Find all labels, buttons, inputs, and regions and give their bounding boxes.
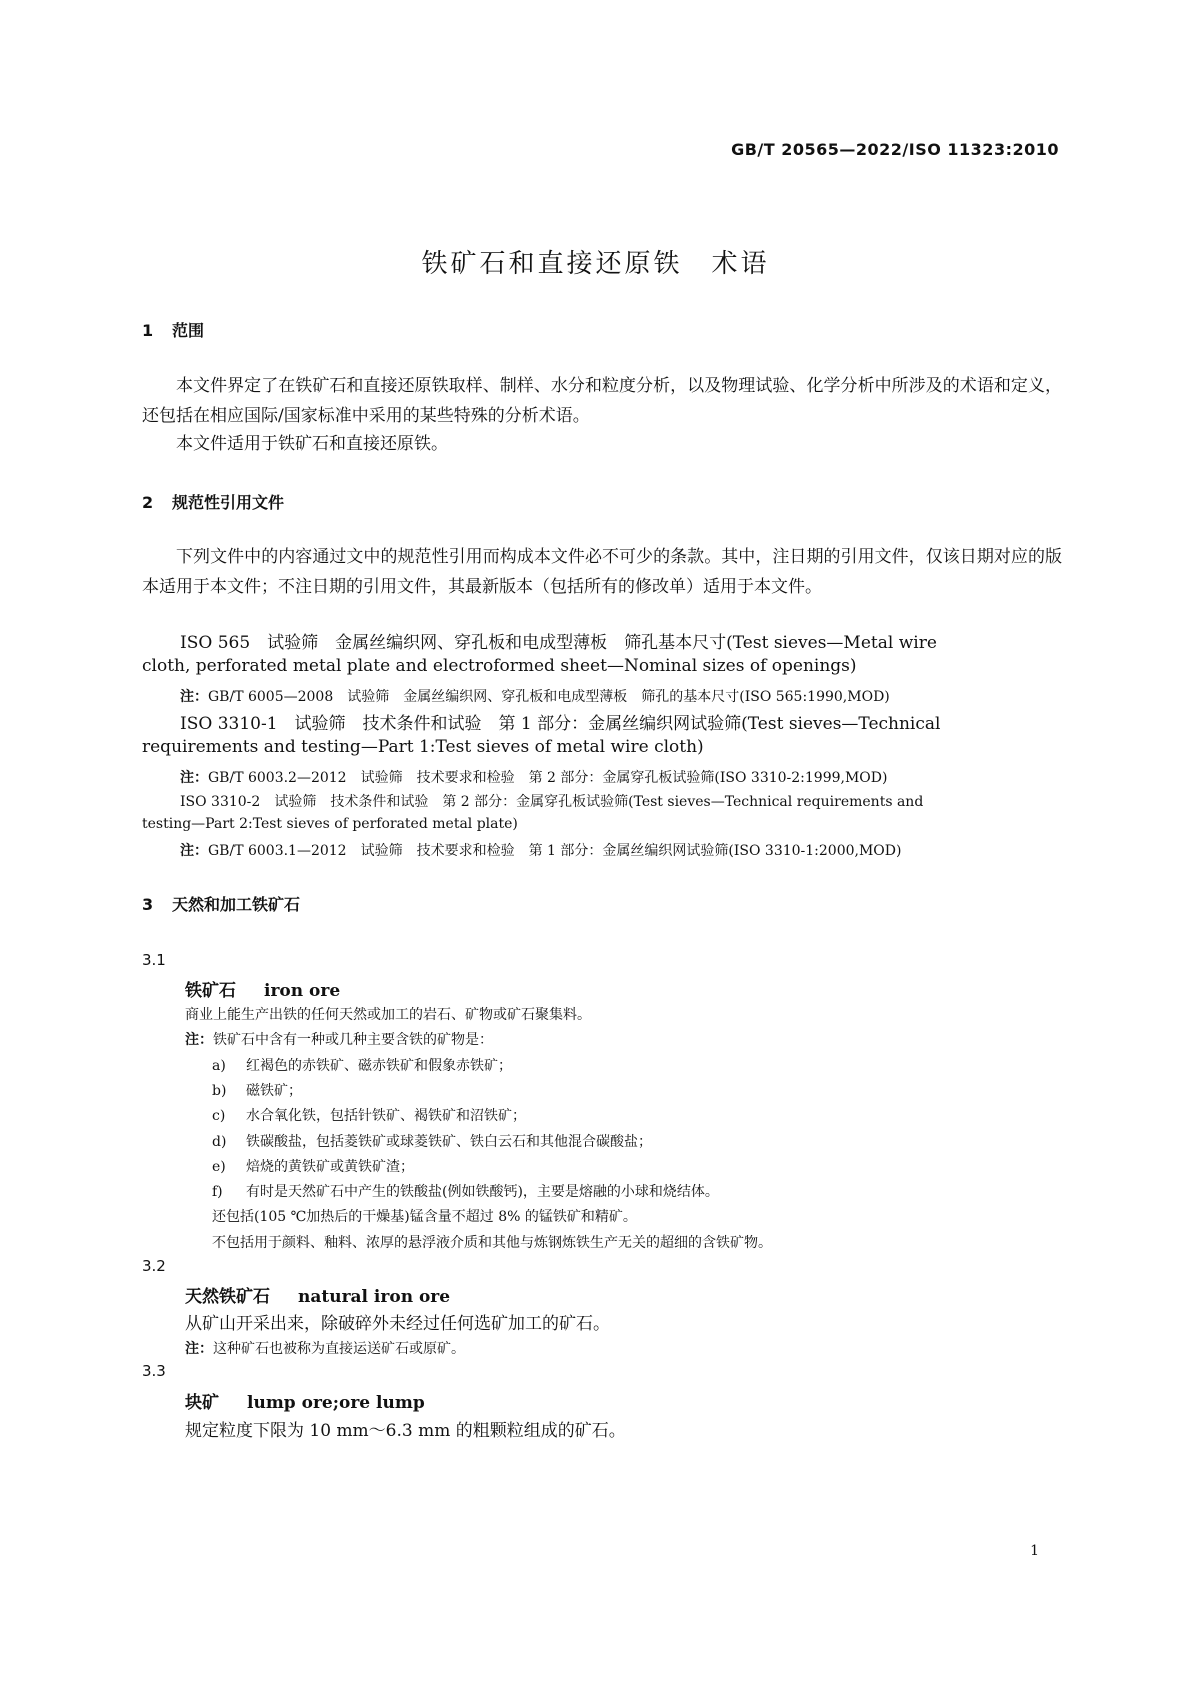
document-code: GB/T 20565—2022/ISO 11323:2010 xyxy=(731,140,1059,159)
term-lump-ore xyxy=(185,1388,425,1413)
scope-paragraph: 本文件界定了在铁矿石和直接还原铁取样、制样、水分和粒度分析，以及物理试验、化学分析中所涉及的术语和定义，还包括在相应国际/国家标准中采用的某些特殊的分析术语。 xyxy=(142,376,1062,426)
list-marker: b) xyxy=(212,1083,227,1099)
list-item xyxy=(212,1156,414,1176)
reference-iso3310-2-line1: ISO 3310-2 试验筛 技术条件和试验 第 2 部分：金属穿孔板试验筛(Test sieves—Technical requirements and xyxy=(180,794,924,810)
list-marker: e) xyxy=(212,1159,226,1175)
note-label: 注： xyxy=(180,689,208,705)
note-label: 注： xyxy=(180,843,208,859)
reference-iso3310-2-line2: testing—Part 2:Test sieves of perforated metal plate) xyxy=(142,816,518,832)
note-text: 铁矿石中含有一种或几种主要含铁的矿物是： xyxy=(213,1032,493,1048)
note-label: 注： xyxy=(185,1032,213,1048)
list-text: 铁碳酸盐，包括菱铁矿或球菱铁矿、铁白云石和其他混合碳酸盐； xyxy=(246,1134,652,1150)
page-number: 1 xyxy=(1030,1543,1039,1559)
term-english: iron ore xyxy=(264,981,341,1001)
note-continuation: 还包括(105 ℃加热后的干燥基)锰含量不超过 8% 的锰铁矿和精矿。 xyxy=(212,1209,637,1225)
note-label: 注： xyxy=(185,1341,213,1357)
section-number: 3 xyxy=(142,895,154,914)
note-text: GB/T 6003.1—2012 试验筛 技术要求和检验 第 1 部分：金属丝编织网试验筛(ISO 3310-1:2000,MOD) xyxy=(208,843,902,859)
list-marker: d) xyxy=(212,1134,227,1150)
list-text: 焙烧的黄铁矿或黄铁矿渣； xyxy=(246,1159,414,1175)
section-2-heading xyxy=(142,490,284,513)
normative-refs-intro: 下列文件中的内容通过文中的规范性引用而构成本文件必不可少的条款。其中，注日期的引用文件，仅该日期对应的版本适用于本文件；不注日期的引用文件，其最新版本（包括所有的修改单）适用于本文件。 xyxy=(142,547,1062,597)
note-label: 注： xyxy=(180,770,208,786)
scope-applicability: 本文件适用于铁矿石和直接还原铁。 xyxy=(176,434,448,454)
definition-iron-ore: 商业上能生产出铁的任何天然或加工的岩石、矿物或矿石聚集料。 xyxy=(185,1007,591,1023)
reference-note-2 xyxy=(180,767,1060,787)
list-item xyxy=(212,1080,302,1100)
term-english: lump ore;ore lump xyxy=(247,1393,425,1413)
list-text: 水合氧化铁，包括针铁矿、褐铁矿和沼铁矿； xyxy=(246,1108,526,1124)
list-text: 红褐色的赤铁矿、磁赤铁矿和假象赤铁矿； xyxy=(246,1058,512,1074)
clause-number-3-1: 3.1 xyxy=(142,951,166,969)
clause-number-3-3: 3.3 xyxy=(142,1362,166,1380)
list-text: 磁铁矿； xyxy=(246,1083,302,1099)
list-item xyxy=(212,1055,512,1075)
definition-natural-iron-ore: 从矿山开采出来，除破碎外未经过任何选矿加工的矿石。 xyxy=(185,1314,610,1334)
clause-number-3-2: 3.2 xyxy=(142,1257,166,1275)
list-marker: c) xyxy=(212,1108,226,1124)
list-marker: f) xyxy=(212,1184,223,1200)
term-chinese: 块矿 xyxy=(185,1393,219,1413)
note-continuation: 不包括用于颜料、釉料、浓厚的悬浮液介质和其他与炼钢炼铁生产无关的超细的含铁矿物。 xyxy=(212,1235,772,1251)
note-text: 这种矿石也被称为直接运送矿石或原矿。 xyxy=(213,1341,465,1357)
section-title: 范围 xyxy=(172,321,205,340)
reference-iso565-line1: ISO 565 试验筛 金属丝编织网、穿孔板和电成型薄板 筛孔基本尺寸(Test sieves—Metal wire xyxy=(180,633,937,653)
section-title: 天然和加工铁矿石 xyxy=(172,895,301,914)
list-item xyxy=(212,1181,719,1201)
reference-iso3310-1-line1: ISO 3310-1 试验筛 技术条件和试验 第 1 部分：金属丝编织网试验筛(Test sieves—Technical xyxy=(180,714,941,734)
note-iron-ore xyxy=(185,1029,1065,1049)
section-number: 1 xyxy=(142,321,154,340)
reference-iso3310-1-line2: requirements and testing—Part 1:Test sieves of metal wire cloth) xyxy=(142,737,704,757)
section-number: 2 xyxy=(142,493,154,512)
list-item xyxy=(212,1131,652,1151)
reference-note-3 xyxy=(180,840,1060,860)
document-title: 铁矿石和直接还原铁 术语 xyxy=(421,249,770,279)
list-text: 有时是天然矿石中产生的铁酸盐(例如铁酸钙)，主要是熔融的小球和烧结体。 xyxy=(246,1184,719,1200)
reference-note-1 xyxy=(180,686,1060,706)
term-natural-iron-ore xyxy=(185,1282,450,1307)
section-3-heading xyxy=(142,892,300,915)
list-item xyxy=(212,1105,526,1125)
reference-iso565-line2: cloth, perforated metal plate and electroformed sheet—Nominal sizes of openings) xyxy=(142,656,857,676)
note-text: GB/T 6003.2—2012 试验筛 技术要求和检验 第 2 部分：金属穿孔板试验筛(ISO 3310-2:1999,MOD) xyxy=(208,770,888,786)
section-title: 规范性引用文件 xyxy=(172,493,285,512)
section-1-heading xyxy=(142,318,204,341)
term-chinese: 天然铁矿石 xyxy=(185,1287,270,1307)
term-english: natural iron ore xyxy=(298,1287,451,1307)
term-iron-ore xyxy=(185,976,340,1001)
note-natural-iron-ore xyxy=(185,1338,1065,1358)
definition-lump-ore: 规定粒度下限为 10 mm～6.3 mm 的粗颗粒组成的矿石。 xyxy=(185,1421,626,1441)
term-chinese: 铁矿石 xyxy=(185,981,236,1001)
note-text: GB/T 6005—2008 试验筛 金属丝编织网、穿孔板和电成型薄板 筛孔的基本尺寸(ISO 565:1990,MOD) xyxy=(208,689,890,705)
list-marker: a) xyxy=(212,1058,226,1074)
